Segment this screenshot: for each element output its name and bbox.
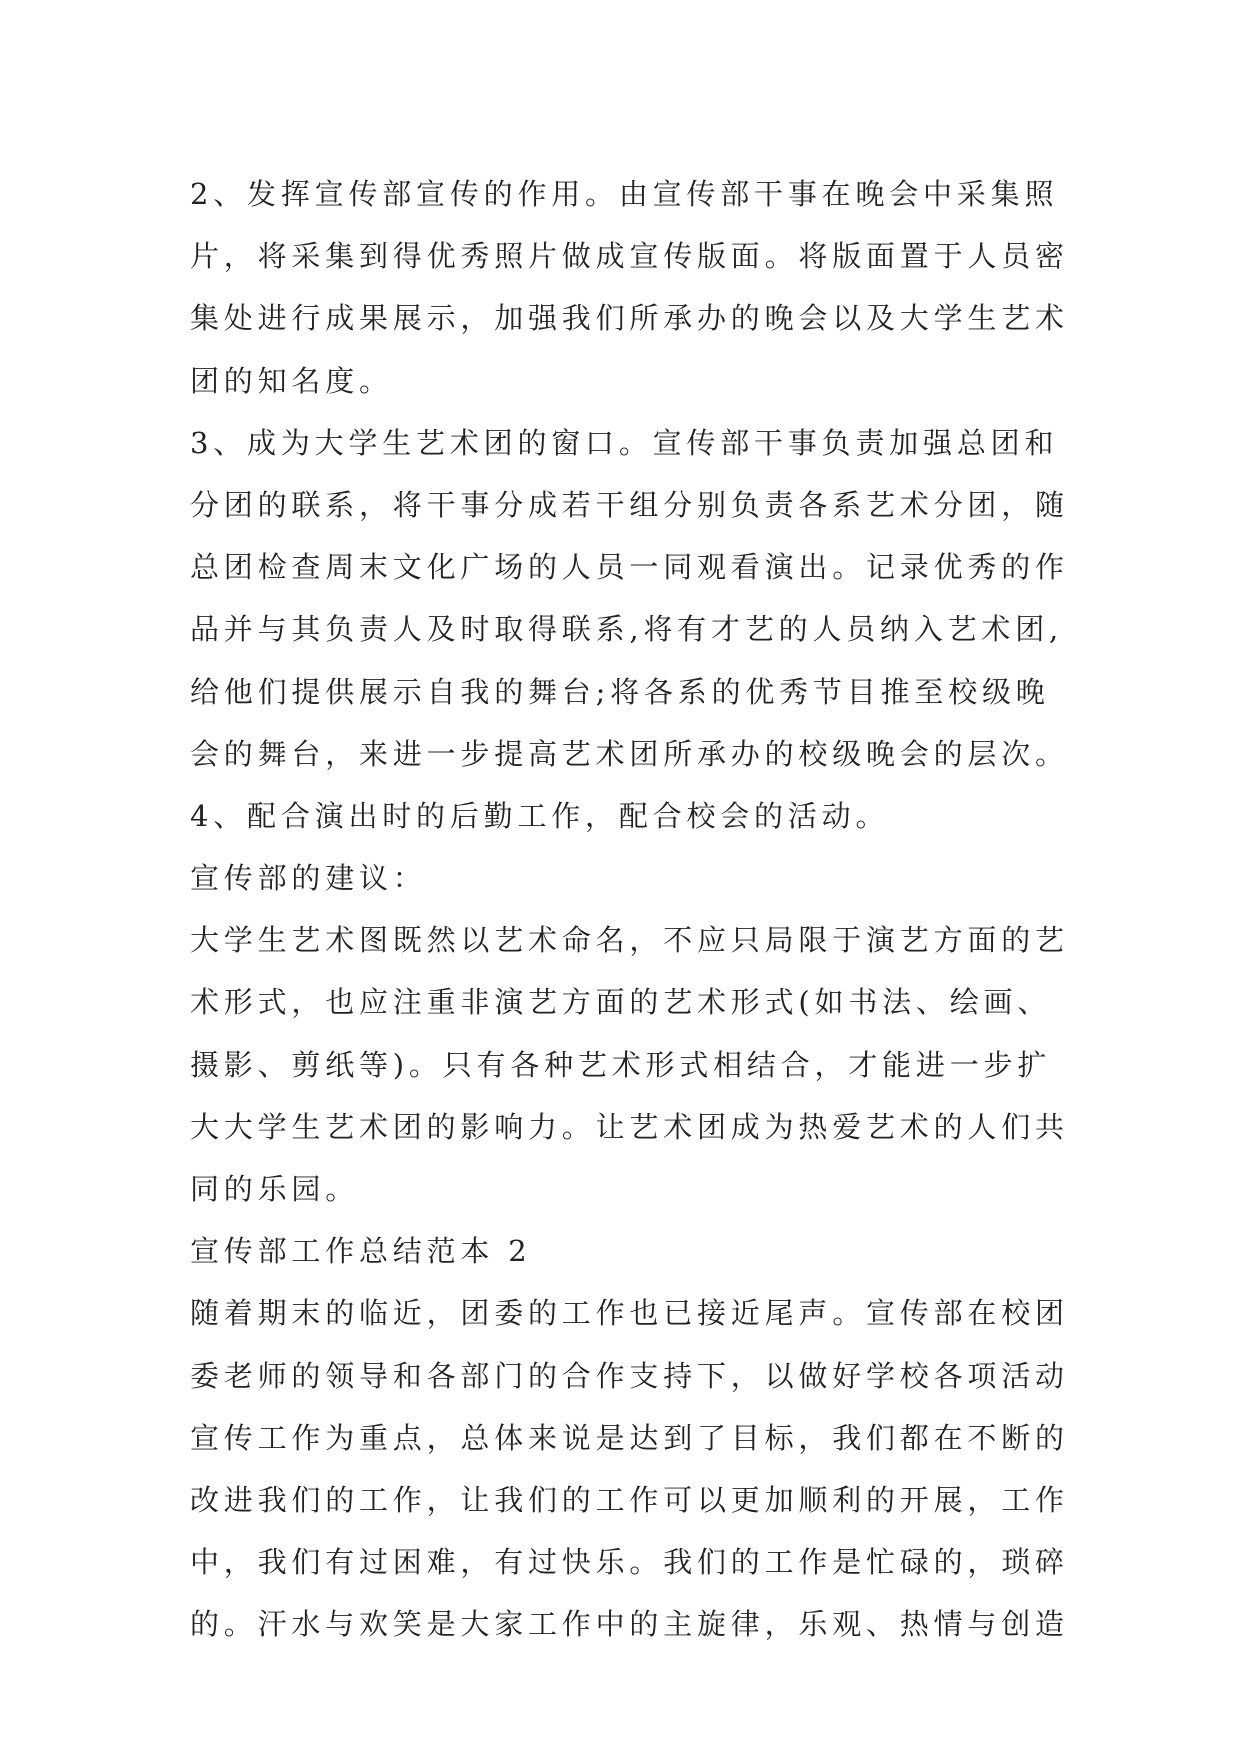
text-line: 集处进行成果展示，加强我们所承办的晚会以及大学生艺术 — [190, 301, 1069, 336]
text-line: 宣传工作为重点，总体来说是达到了目标，我们都在不断的 — [190, 1420, 1069, 1455]
text-line: 大大学生艺术团的影响力。让艺术团成为热爱艺术的人们共 — [190, 1109, 1069, 1144]
text-line: 摄影、剪纸等)。只有各种艺术形式相结合，才能进一步扩 — [190, 1047, 1052, 1082]
text-line: 的。汗水与欢笑是大家工作中的主旋律，乐观、热情与创造 — [190, 1607, 1069, 1642]
text-line: 3、成为大学生艺术团的窗口。宣传部干事负责加强总团和 — [190, 425, 1059, 460]
text-line: 随着期末的临近，团委的工作也已接近尾声。宣传部在校团 — [190, 1296, 1069, 1331]
document-body — [190, 163, 1070, 1656]
text-line: 分团的联系，将干事分成若干组分别负责各系艺术分团，随 — [190, 487, 1069, 522]
text-line: 团的知名度。 — [190, 363, 393, 398]
text-line: 改进我们的工作，让我们的工作可以更加顺利的开展，工作 — [190, 1482, 1069, 1517]
text-line: 中，我们有过困难，有过快乐。我们的工作是忙碌的，琐碎 — [190, 1545, 1069, 1580]
section-heading: 宣传部的建议： — [190, 861, 427, 896]
text-line: 品并与其负责人及时取得联系,将有才艺的人员纳入艺术团, — [190, 612, 1064, 647]
text-line: 委老师的领导和各部门的合作支持下，以做好学校各项活动 — [190, 1358, 1069, 1393]
text-line: 片，将采集到得优秀照片做成宣传版面。将版面置于人员密 — [190, 239, 1069, 274]
text-line: 给他们提供展示自我的舞台;将各系的优秀节目推至校级晚 — [190, 674, 1050, 709]
text-line: 术形式，也应注重非演艺方面的艺术形式(如书法、绘画、 — [190, 985, 1052, 1020]
section-heading: 宣传部工作总结范本 2 — [190, 1234, 532, 1269]
text-line: 2、发挥宣传部宣传的作用。由宣传部干事在晚会中采集照 — [190, 177, 1059, 211]
text-line: 大学生艺术图既然以艺术命名，不应只局限于演艺方面的艺 — [190, 923, 1069, 958]
text-line: 总团检查周末文化广场的人员一同观看演出。记录优秀的作 — [190, 550, 1069, 585]
text-line: 同的乐园。 — [190, 1172, 360, 1206]
text-line: 会的舞台，来进一步提高艺术团所承办的校级晚会的层次。 — [190, 736, 1069, 771]
text-line: 4、配合演出时的后勤工作，配合校会的活动。 — [190, 798, 890, 833]
